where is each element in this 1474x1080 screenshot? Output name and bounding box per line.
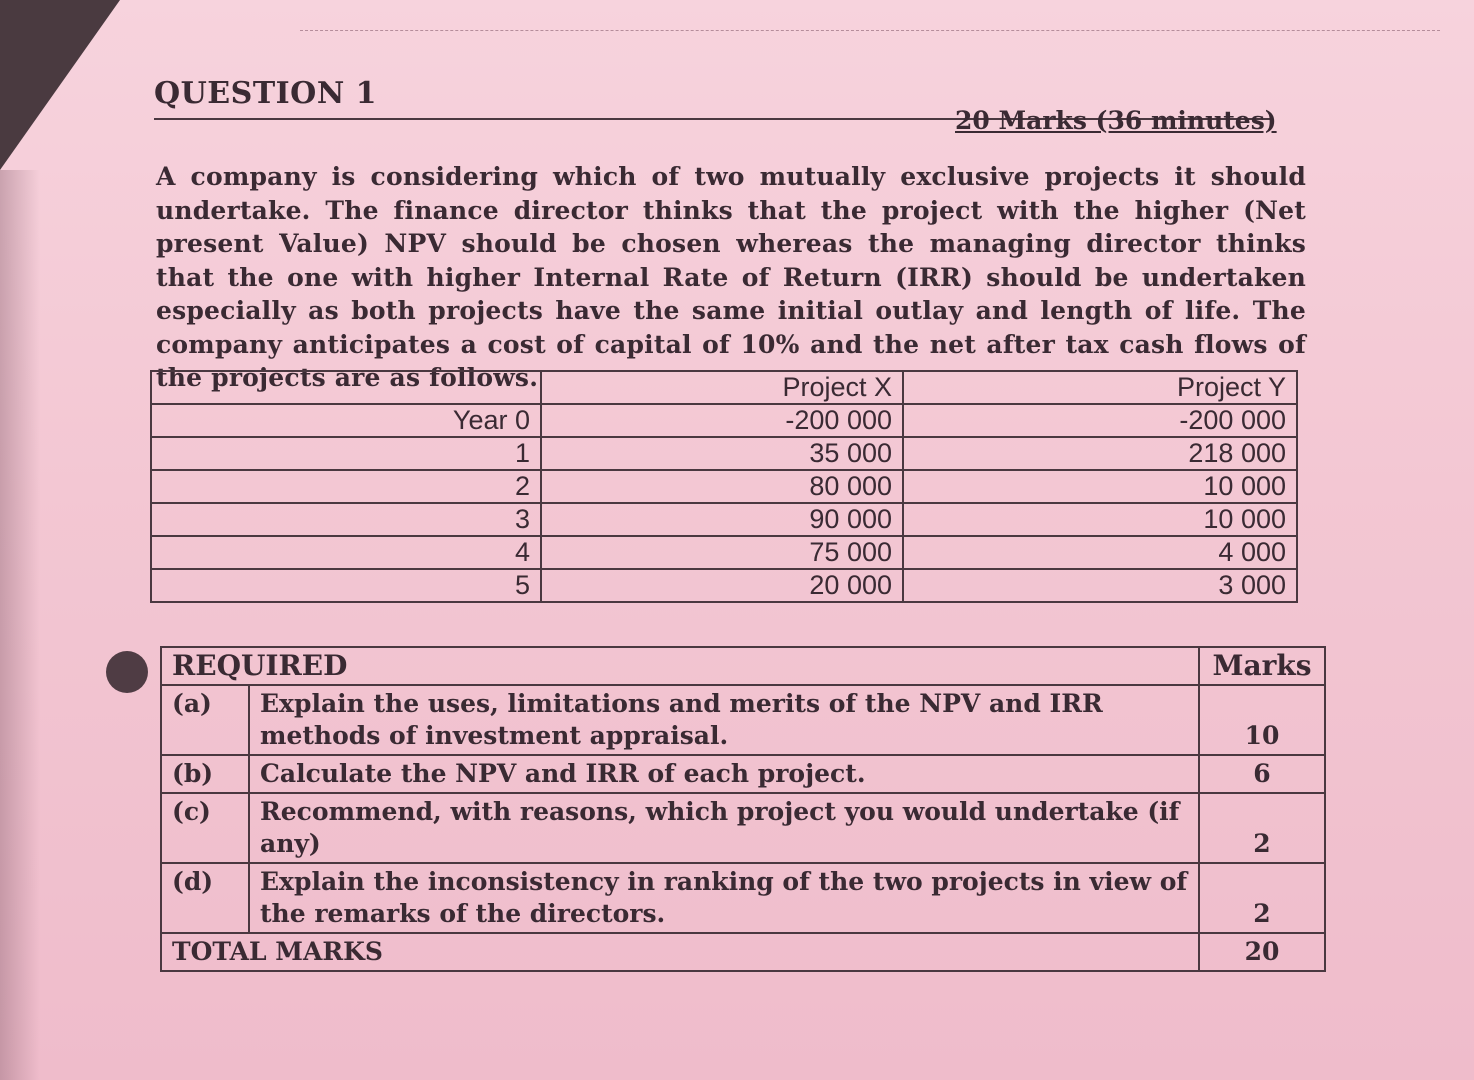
- required-item-row: [161, 685, 1325, 755]
- item-text: Recommend, with reasons, which project you would undertake (if any): [249, 793, 1199, 863]
- year-cell: 5: [151, 569, 541, 602]
- total-marks: 20: [1199, 933, 1325, 971]
- question-title: QUESTION 1: [154, 76, 378, 111]
- cashflow-table: [150, 370, 1298, 603]
- year-cell: 2: [151, 470, 541, 503]
- item-marks: 6: [1199, 755, 1325, 793]
- item-text: Explain the inconsistency in ranking of the two projects in view of the remarks of the directors.: [249, 863, 1199, 933]
- project-y-cell: 10 000: [903, 470, 1297, 503]
- item-marks: 10: [1199, 685, 1325, 755]
- cashflow-row: [151, 404, 1297, 437]
- project-x-cell: -200 000: [541, 404, 903, 437]
- project-y-cell: 10 000: [903, 503, 1297, 536]
- required-item-row: [161, 793, 1325, 863]
- required-heading: REQUIRED: [161, 647, 1199, 685]
- year-cell: 1: [151, 437, 541, 470]
- cashflow-row: [151, 569, 1297, 602]
- cashflow-header-row: [151, 371, 1297, 404]
- header-project-x: Project X: [541, 371, 903, 404]
- project-x-cell: 35 000: [541, 437, 903, 470]
- required-item-row: [161, 755, 1325, 793]
- project-x-cell: 90 000: [541, 503, 903, 536]
- item-marks: 2: [1199, 863, 1325, 933]
- project-x-cell: 20 000: [541, 569, 903, 602]
- question-marks-time: 20 Marks (36 minutes): [955, 106, 1277, 135]
- page-corner-shadow: [0, 0, 120, 170]
- year-cell: 4: [151, 536, 541, 569]
- item-text: Explain the uses, limitations and merits of the NPV and IRR methods of investment appraisal.: [249, 685, 1199, 755]
- cashflow-row: [151, 437, 1297, 470]
- cashflow-row: [151, 536, 1297, 569]
- item-marks: 2: [1199, 793, 1325, 863]
- project-x-cell: 75 000: [541, 536, 903, 569]
- top-dashed-line: [300, 30, 1440, 31]
- question-text: A company is considering which of two mutually exclusive projects it should undertake. The finance director thinks that the project with the higher (Net present Value) NPV should be chosen whereas the managing director thinks that the one with higher Internal Rate of Return (IRR) should be undertaken especially as both projects have the same initial outlay and length of life. The company anticipates a cost of capital of 10% and the net after tax cash flows of the projects are as follows.: [156, 162, 1306, 392]
- item-text: Calculate the NPV and IRR of each project.: [249, 755, 1199, 793]
- year-cell: Year 0: [151, 404, 541, 437]
- required-table: [160, 646, 1326, 972]
- item-label: (c): [161, 793, 249, 863]
- project-y-cell: 218 000: [903, 437, 1297, 470]
- item-label: (d): [161, 863, 249, 933]
- required-header-row: [161, 647, 1325, 685]
- year-cell: 3: [151, 503, 541, 536]
- header-project-y: Project Y: [903, 371, 1297, 404]
- project-y-cell: 3 000: [903, 569, 1297, 602]
- project-y-cell: 4 000: [903, 536, 1297, 569]
- header-cell: [151, 371, 541, 404]
- cashflow-row: [151, 503, 1297, 536]
- project-y-cell: -200 000: [903, 404, 1297, 437]
- total-label: TOTAL MARKS: [161, 933, 1199, 971]
- item-label: (a): [161, 685, 249, 755]
- bullet-dot-icon: [106, 651, 148, 693]
- cashflow-row: [151, 470, 1297, 503]
- project-x-cell: 80 000: [541, 470, 903, 503]
- total-row: [161, 933, 1325, 971]
- page-edge-shadow: [0, 170, 40, 1080]
- marks-header: Marks: [1199, 647, 1325, 685]
- required-item-row: [161, 863, 1325, 933]
- item-label: (b): [161, 755, 249, 793]
